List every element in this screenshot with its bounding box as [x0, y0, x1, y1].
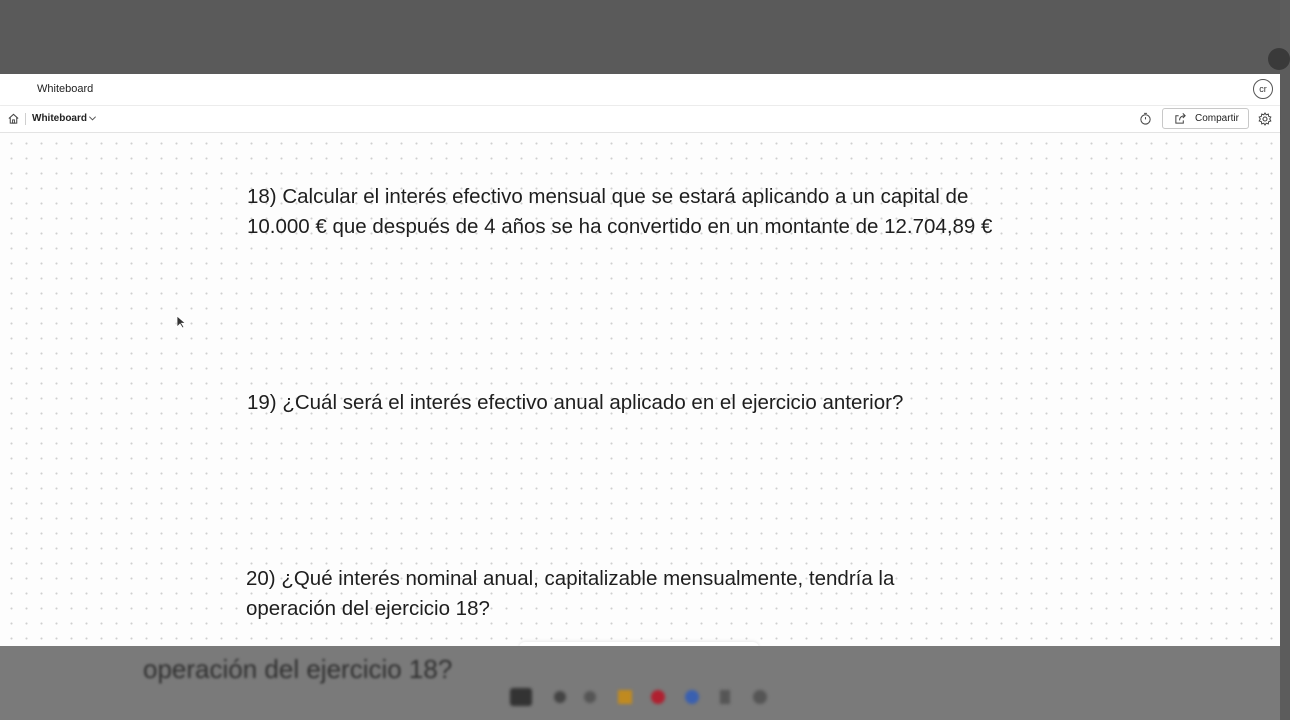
avatar[interactable]: cr: [1253, 79, 1273, 99]
share-icon: [1174, 112, 1187, 125]
chevron-down-icon[interactable]: [88, 114, 97, 123]
background-ghost-text: operación del ejercicio 18?: [143, 654, 453, 684]
question-line: operación del ejercicio 18?: [246, 597, 490, 620]
question-line: 10.000 € que después de 4 años se ha convertido en un montante de 12.704,89 €: [247, 215, 993, 238]
question-20[interactable]: [246, 564, 894, 624]
gear-icon[interactable]: [1258, 112, 1272, 126]
divider: [25, 113, 26, 125]
corner-handle: [1268, 48, 1290, 70]
backdrop-top: [0, 0, 1280, 74]
whiteboard-window: [0, 74, 1280, 646]
timer-icon[interactable]: [1139, 112, 1152, 125]
title-bar: [0, 74, 1280, 106]
board-name[interactable]: Whiteboard: [32, 113, 87, 124]
whiteboard-canvas[interactable]: [0, 133, 1280, 646]
background-ghost-toolbar: [470, 684, 810, 708]
question-line: 19) ¿Cuál será el interés efectivo anual aplicado en el ejercicio anterior?: [247, 391, 904, 414]
mouse-cursor-icon: [176, 315, 187, 329]
app-title: Whiteboard: [37, 83, 94, 95]
question-line: 18) Calcular el interés efectivo mensual que se estará aplicando a un capital de: [247, 185, 969, 208]
nav-bar: [0, 106, 1280, 133]
question-line: 20) ¿Qué interés nominal anual, capitalizable mensualmente, tendría la: [246, 567, 895, 590]
share-label: Compartir: [1195, 113, 1239, 124]
home-icon[interactable]: [7, 112, 20, 125]
share-button[interactable]: [1162, 108, 1249, 129]
question-19[interactable]: [247, 388, 903, 418]
question-18[interactable]: [247, 182, 992, 242]
background-blur: [0, 646, 1280, 720]
